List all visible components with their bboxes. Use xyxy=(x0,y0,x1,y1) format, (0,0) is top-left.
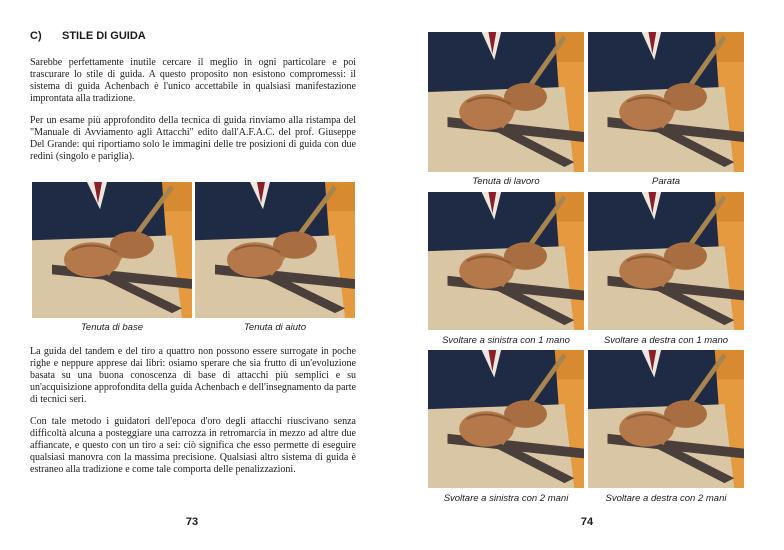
caption-svoltare-sinistra-1-mano: Svoltare a sinistra con 1 mano xyxy=(442,335,570,346)
paragraph-1: Sarebbe perfettamente inutile cercare il meglio in ogni particolare e poi trascurare lo stile di guida. A questo proposito non esistono compromessi: il sistema di guida Achenbach è l'unico accettabile in qualsiasi manifestazione improntata alla tradizione. xyxy=(30,57,356,104)
page-number-left: 73 xyxy=(185,516,199,528)
caption-parata: Parata xyxy=(652,176,680,187)
photo-svoltare-destra-1-mano xyxy=(588,192,744,330)
paragraph-2: Per un esame più approfondito della tecnica di guida rinviamo alla ristampa del "Manuale di Avviamento agli Attacchi" edito dall'A.F.A.C. del prof. Giuseppe Del Grande: qui riportiamo solo le immagini delle tre posizioni di guida con due redini (singolo e pariglia). xyxy=(30,115,356,162)
paragraph-3: La guida del tandem e del tiro a quattro non possono essere surrogate in poche righe e neppure apprese dai libri: osiamo sperare che sia frutto di un'evoluzione basata su una buona conoscenza di base di attacchi più semplici e su un'acquisizione approfondita della guida Achenbach e dell'insegnamento da parte di tecnici seri. xyxy=(30,346,356,405)
photo-svoltare-sinistra-2-mani xyxy=(428,350,584,488)
paragraph-4: Con tale metodo i guidatori dell'epoca d'oro degli attacchi riuscivano senza difficoltà alcuna a posteggiare una carrozza in retromarcia in mezzo ad altre due affiancate, e questo con un tiro a sei: ciò significa che esso permette di eseguire qualsiasi manovra con la massima precisione. Qualsiasi altro sistema di guida è estraneo alla tradizione e come tale comporta delle penalizzazioni. xyxy=(30,416,356,475)
page-number-right: 74 xyxy=(580,516,594,528)
section-title xyxy=(30,30,146,42)
photo-tenuta-di-aiuto xyxy=(195,182,355,318)
photo-tenuta-di-base xyxy=(32,182,192,318)
caption-tenuta-di-lavoro: Tenuta di lavoro xyxy=(472,176,540,187)
caption-svoltare-destra-1-mano: Svoltare a destra con 1 mano xyxy=(603,335,729,346)
section-letter: C) xyxy=(30,30,42,42)
right-page xyxy=(392,0,784,550)
section-title-text: STILE DI GUIDA xyxy=(62,30,146,42)
caption-tenuta-di-aiuto: Tenuta di aiuto xyxy=(244,322,306,333)
caption-svoltare-sinistra-2-mani: Svoltare a sinistra con 2 mani xyxy=(443,493,569,504)
photo-svoltare-destra-2-mani xyxy=(588,350,744,488)
caption-tenuta-di-base: Tenuta di base xyxy=(81,322,143,333)
photo-parata xyxy=(588,32,744,172)
photo-tenuta-di-lavoro xyxy=(428,32,584,172)
caption-svoltare-destra-2-mani: Svoltare a destra con 2 mani xyxy=(605,493,727,504)
photo-svoltare-sinistra-1-mano xyxy=(428,192,584,330)
